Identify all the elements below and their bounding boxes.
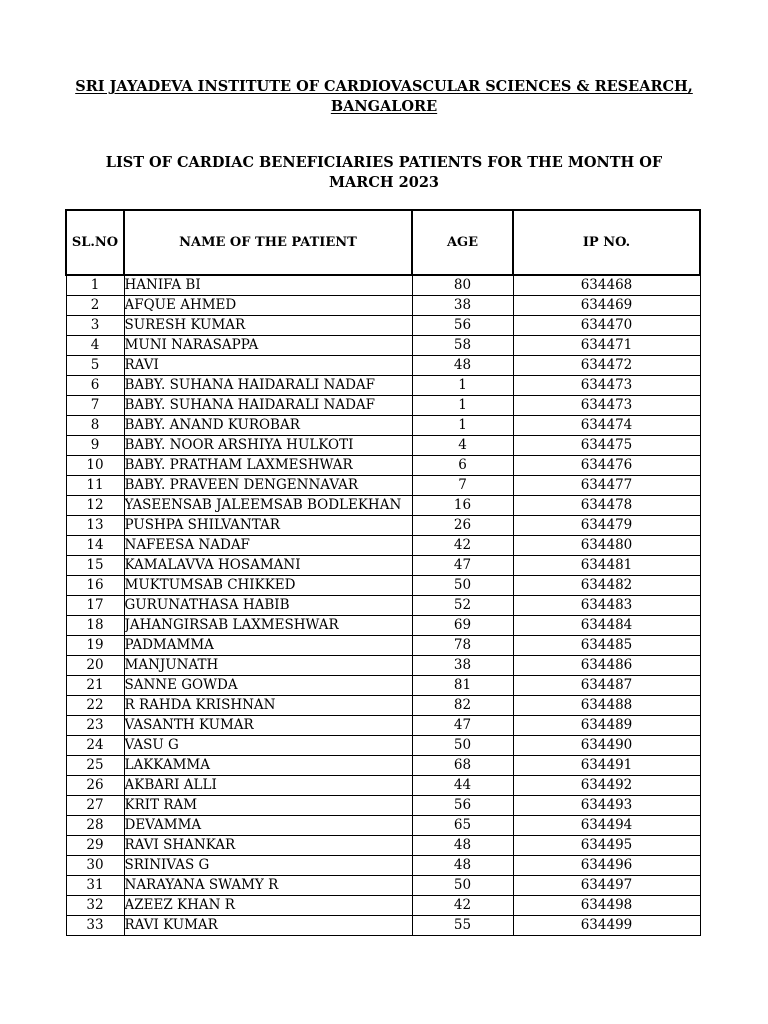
patient-name-cell: NARAYANA SWAMY R — [124, 876, 412, 896]
age-cell: 26 — [412, 516, 513, 536]
table-row — [66, 476, 700, 496]
sl-no-cell: 32 — [66, 896, 124, 916]
sl-no-cell: 1 — [66, 275, 124, 296]
sl-no-cell: 7 — [66, 396, 124, 416]
patient-name-cell: MUKTUMSAB CHIKKED — [124, 576, 412, 596]
patient-name-cell: RAVI — [124, 356, 412, 376]
table-row — [66, 416, 700, 436]
table-row — [66, 716, 700, 736]
age-cell: 7 — [412, 476, 513, 496]
sl-no-cell: 20 — [66, 656, 124, 676]
table-row — [66, 536, 700, 556]
table-row — [66, 816, 700, 836]
sl-no-cell: 33 — [66, 916, 124, 936]
ip-no-cell: 634493 — [513, 796, 700, 816]
ip-no-cell: 634478 — [513, 496, 700, 516]
sl-no-cell: 21 — [66, 676, 124, 696]
age-cell: 44 — [412, 776, 513, 796]
patient-name-cell: KRIT RAM — [124, 796, 412, 816]
sl-no-cell: 11 — [66, 476, 124, 496]
age-cell: 38 — [412, 656, 513, 676]
patient-name-cell: BABY. NOOR ARSHIYA HULKOTI — [124, 436, 412, 456]
ip-no-cell: 634473 — [513, 376, 700, 396]
ip-no-cell: 634488 — [513, 696, 700, 716]
patient-name-cell: AKBARI ALLI — [124, 776, 412, 796]
table-row — [66, 436, 700, 456]
age-cell: 6 — [412, 456, 513, 476]
ip-no-cell: 634471 — [513, 336, 700, 356]
table-row — [66, 736, 700, 756]
table-row — [66, 656, 700, 676]
sl-no-cell: 15 — [66, 556, 124, 576]
ip-no-cell: 634494 — [513, 816, 700, 836]
sl-no-cell: 26 — [66, 776, 124, 796]
sl-no-cell: 13 — [66, 516, 124, 536]
table-row — [66, 456, 700, 476]
age-cell: 42 — [412, 896, 513, 916]
age-cell: 65 — [412, 816, 513, 836]
patient-name-cell: GURUNATHASA HABIB — [124, 596, 412, 616]
patient-name-cell: VASANTH KUMAR — [124, 716, 412, 736]
age-cell: 50 — [412, 576, 513, 596]
patient-name-cell: VASU G — [124, 736, 412, 756]
table-row — [66, 356, 700, 376]
table-row — [66, 676, 700, 696]
sl-no-cell: 31 — [66, 876, 124, 896]
table-row — [66, 296, 700, 316]
ip-no-cell: 634477 — [513, 476, 700, 496]
table-row — [66, 316, 700, 336]
patient-name-cell: MUNI NARASAPPA — [124, 336, 412, 356]
patient-name-cell: DEVAMMA — [124, 816, 412, 836]
age-cell: 1 — [412, 416, 513, 436]
table-row — [66, 696, 700, 716]
column-header-sl-no: SL.NO — [66, 210, 124, 275]
ip-no-cell: 634474 — [513, 416, 700, 436]
ip-no-cell: 634499 — [513, 916, 700, 936]
sl-no-cell: 28 — [66, 816, 124, 836]
table-row — [66, 796, 700, 816]
sl-no-cell: 16 — [66, 576, 124, 596]
ip-no-cell: 634490 — [513, 736, 700, 756]
patient-name-cell: R RAHDA KRISHNAN — [124, 696, 412, 716]
table-row — [66, 856, 700, 876]
sl-no-cell: 9 — [66, 436, 124, 456]
patient-name-cell: MANJUNATH — [124, 656, 412, 676]
ip-no-cell: 634497 — [513, 876, 700, 896]
list-title-line-1: LIST OF CARDIAC BENEFICIARIES PATIENTS FOR THE MONTH OF — [105, 154, 663, 171]
sl-no-cell: 6 — [66, 376, 124, 396]
column-header-age: AGE — [412, 210, 513, 275]
table-row — [66, 896, 700, 916]
sl-no-cell: 5 — [66, 356, 124, 376]
sl-no-cell: 3 — [66, 316, 124, 336]
age-cell: 80 — [412, 275, 513, 296]
ip-no-cell: 634472 — [513, 356, 700, 376]
ip-no-cell: 634485 — [513, 636, 700, 656]
table-row — [66, 876, 700, 896]
table-row — [66, 556, 700, 576]
table-row — [66, 496, 700, 516]
ip-no-cell: 634481 — [513, 556, 700, 576]
age-cell: 1 — [412, 396, 513, 416]
patient-name-cell: JAHANGIRSAB LAXMESHWAR — [124, 616, 412, 636]
patient-name-cell: SANNE GOWDA — [124, 676, 412, 696]
institute-line-1: SRI JAYADEVA INSTITUTE OF CARDIOVASCULAR SCIENCES & RESEARCH, — [75, 78, 693, 95]
ip-no-cell: 634498 — [513, 896, 700, 916]
sl-no-cell: 12 — [66, 496, 124, 516]
table-row — [66, 596, 700, 616]
table-row — [66, 616, 700, 636]
table-row — [66, 756, 700, 776]
ip-no-cell: 634473 — [513, 396, 700, 416]
ip-no-cell: 634489 — [513, 716, 700, 736]
table-row — [66, 336, 700, 356]
ip-no-cell: 634482 — [513, 576, 700, 596]
ip-no-cell: 634469 — [513, 296, 700, 316]
ip-no-cell: 634468 — [513, 275, 700, 296]
age-cell: 4 — [412, 436, 513, 456]
column-header-ip-no: IP NO. — [513, 210, 700, 275]
ip-no-cell: 634479 — [513, 516, 700, 536]
patient-name-cell: HANIFA BI — [124, 275, 412, 296]
sl-no-cell: 30 — [66, 856, 124, 876]
age-cell: 56 — [412, 796, 513, 816]
age-cell: 48 — [412, 836, 513, 856]
age-cell: 78 — [412, 636, 513, 656]
table-row — [66, 376, 700, 396]
table-row — [66, 396, 700, 416]
age-cell: 82 — [412, 696, 513, 716]
patient-name-cell: PUSHPA SHILVANTAR — [124, 516, 412, 536]
ip-no-cell: 634492 — [513, 776, 700, 796]
ip-no-cell: 634484 — [513, 616, 700, 636]
patient-name-cell: BABY. PRATHAM LAXMESHWAR — [124, 456, 412, 476]
table-row — [66, 776, 700, 796]
table-row — [66, 516, 700, 536]
patient-name-cell: SRINIVAS G — [124, 856, 412, 876]
institute-heading — [0, 77, 768, 117]
list-title-line-2: MARCH 2023 — [329, 174, 439, 191]
sl-no-cell: 29 — [66, 836, 124, 856]
age-cell: 48 — [412, 856, 513, 876]
column-header-name: NAME OF THE PATIENT — [124, 210, 412, 275]
sl-no-cell: 18 — [66, 616, 124, 636]
age-cell: 47 — [412, 556, 513, 576]
age-cell: 42 — [412, 536, 513, 556]
sl-no-cell: 25 — [66, 756, 124, 776]
age-cell: 48 — [412, 356, 513, 376]
ip-no-cell: 634495 — [513, 836, 700, 856]
age-cell: 38 — [412, 296, 513, 316]
ip-no-cell: 634486 — [513, 656, 700, 676]
ip-no-cell: 634483 — [513, 596, 700, 616]
sl-no-cell: 8 — [66, 416, 124, 436]
sl-no-cell: 4 — [66, 336, 124, 356]
patient-name-cell: AZEEZ KHAN R — [124, 896, 412, 916]
patient-name-cell: RAVI SHANKAR — [124, 836, 412, 856]
age-cell: 56 — [412, 316, 513, 336]
sl-no-cell: 22 — [66, 696, 124, 716]
patient-name-cell: RAVI KUMAR — [124, 916, 412, 936]
sl-no-cell: 24 — [66, 736, 124, 756]
table-row — [66, 916, 700, 936]
patients-table — [65, 209, 701, 936]
list-title — [0, 153, 768, 193]
institute-line-2: BANGALORE — [330, 98, 438, 115]
patient-name-cell: LAKKAMMA — [124, 756, 412, 776]
table-header-row — [66, 210, 700, 275]
age-cell: 16 — [412, 496, 513, 516]
sl-no-cell: 2 — [66, 296, 124, 316]
ip-no-cell: 634496 — [513, 856, 700, 876]
patient-name-cell: BABY. ANAND KUROBAR — [124, 416, 412, 436]
sl-no-cell: 17 — [66, 596, 124, 616]
ip-no-cell: 634491 — [513, 756, 700, 776]
patient-name-cell: PADMAMMA — [124, 636, 412, 656]
age-cell: 55 — [412, 916, 513, 936]
patient-name-cell: SURESH KUMAR — [124, 316, 412, 336]
table-row — [66, 636, 700, 656]
table-row — [66, 576, 700, 596]
table-row — [66, 836, 700, 856]
age-cell: 50 — [412, 736, 513, 756]
patient-name-cell: NAFEESA NADAF — [124, 536, 412, 556]
sl-no-cell: 27 — [66, 796, 124, 816]
sl-no-cell: 10 — [66, 456, 124, 476]
patient-name-cell: BABY. SUHANA HAIDARALI NADAF — [124, 396, 412, 416]
patient-name-cell: YASEENSAB JALEEMSAB BODLEKHAN — [124, 496, 412, 516]
age-cell: 69 — [412, 616, 513, 636]
patient-name-cell: KAMALAVVA HOSAMANI — [124, 556, 412, 576]
ip-no-cell: 634476 — [513, 456, 700, 476]
age-cell: 50 — [412, 876, 513, 896]
sl-no-cell: 19 — [66, 636, 124, 656]
patient-name-cell: AFQUE AHMED — [124, 296, 412, 316]
table-row — [66, 275, 700, 296]
age-cell: 81 — [412, 676, 513, 696]
patient-name-cell: BABY. SUHANA HAIDARALI NADAF — [124, 376, 412, 396]
sl-no-cell: 23 — [66, 716, 124, 736]
age-cell: 47 — [412, 716, 513, 736]
ip-no-cell: 634480 — [513, 536, 700, 556]
ip-no-cell: 634487 — [513, 676, 700, 696]
ip-no-cell: 634470 — [513, 316, 700, 336]
age-cell: 52 — [412, 596, 513, 616]
sl-no-cell: 14 — [66, 536, 124, 556]
age-cell: 1 — [412, 376, 513, 396]
patient-name-cell: BABY. PRAVEEN DENGENNAVAR — [124, 476, 412, 496]
age-cell: 58 — [412, 336, 513, 356]
age-cell: 68 — [412, 756, 513, 776]
ip-no-cell: 634475 — [513, 436, 700, 456]
